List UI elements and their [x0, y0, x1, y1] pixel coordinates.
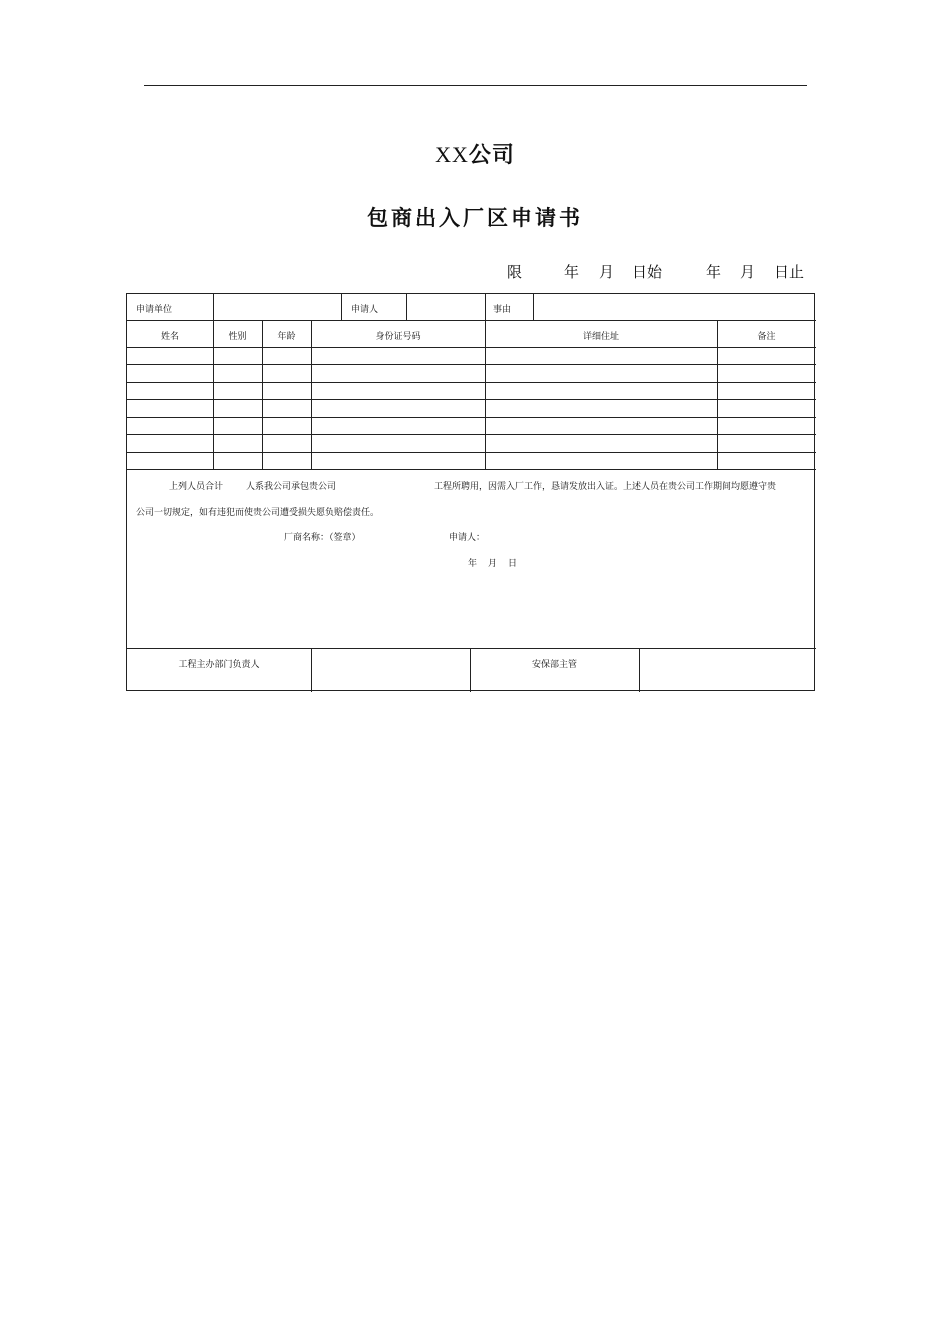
- personnel-cell[interactable]: [213, 454, 262, 468]
- application-form: [126, 293, 815, 691]
- personnel-cell[interactable]: [485, 401, 717, 416]
- personnel-cell[interactable]: [311, 349, 485, 363]
- personnel-cell[interactable]: [717, 384, 816, 398]
- personnel-cell[interactable]: [127, 419, 213, 433]
- header-rule: [144, 85, 807, 86]
- statement-date-year: 年: [468, 559, 478, 569]
- grid-line: [341, 294, 342, 320]
- personnel-cell[interactable]: [311, 366, 485, 381]
- grid-line: [127, 469, 816, 470]
- personnel-cell[interactable]: [262, 436, 311, 451]
- period-year-start: 年: [564, 263, 580, 281]
- dept-head-label: 工程主办部门负责人: [178, 660, 260, 670]
- grid-line: [533, 294, 534, 320]
- personnel-cell[interactable]: [262, 349, 311, 363]
- period-day-start: 日始: [632, 263, 663, 281]
- personnel-cell[interactable]: [717, 419, 816, 433]
- period-month-start: 月: [599, 263, 615, 281]
- grid-line: [127, 648, 816, 649]
- grid-line: [406, 294, 407, 320]
- personnel-cell[interactable]: [717, 349, 816, 363]
- personnel-cell[interactable]: [717, 436, 816, 451]
- personnel-cell[interactable]: [127, 384, 213, 398]
- personnel-cell[interactable]: [262, 454, 311, 468]
- statement-applicant-label: 申请人：: [449, 533, 486, 543]
- personnel-cell[interactable]: [485, 454, 717, 468]
- personnel-cell[interactable]: [311, 454, 485, 468]
- company-name: [0, 138, 950, 169]
- personnel-cell[interactable]: [311, 384, 485, 398]
- grid-line: [127, 364, 816, 365]
- applicant-unit-label: 申请单位: [136, 305, 173, 315]
- personnel-cell[interactable]: [485, 366, 717, 381]
- security-head-label: 安保部主管: [531, 660, 577, 670]
- personnel-cell[interactable]: [213, 436, 262, 451]
- personnel-cell[interactable]: [311, 436, 485, 451]
- personnel-cell[interactable]: [311, 401, 485, 416]
- personnel-cell[interactable]: [262, 401, 311, 416]
- personnel-cell[interactable]: [485, 419, 717, 433]
- statement-date-month: 月: [488, 559, 498, 569]
- statement-date-day: 日: [508, 559, 518, 569]
- period-year-end: 年: [706, 263, 722, 281]
- personnel-cell[interactable]: [127, 436, 213, 451]
- personnel-cell[interactable]: [213, 419, 262, 433]
- personnel-cell[interactable]: [485, 384, 717, 398]
- personnel-cell[interactable]: [717, 401, 816, 416]
- personnel-cell[interactable]: [262, 419, 311, 433]
- period-month-end: 月: [740, 263, 756, 281]
- personnel-cell[interactable]: [485, 349, 717, 363]
- personnel-cell[interactable]: [213, 349, 262, 363]
- col-header-id-number: 身份证号码: [375, 332, 421, 342]
- personnel-cell[interactable]: [127, 401, 213, 416]
- applicant-label: 申请人: [351, 305, 379, 315]
- grid-line: [213, 294, 214, 320]
- personnel-cell[interactable]: [127, 349, 213, 363]
- statement-contractor-text: 人系我公司承包贵公司: [246, 482, 337, 492]
- reason-label: 事由: [493, 305, 512, 315]
- personnel-cell[interactable]: [717, 454, 816, 468]
- personnel-cell[interactable]: [213, 384, 262, 398]
- grid-line: [127, 452, 816, 453]
- statement-request-text: 工程所聘用，因需入厂工作，恳请发放出入证。上述人员在贵公司工作期间均愿遵守贵: [434, 482, 777, 492]
- grid-line: [127, 320, 816, 321]
- grid-line: [485, 294, 486, 320]
- company-prefix: XX: [435, 142, 469, 167]
- period-limit: 限: [507, 263, 523, 281]
- personnel-cell[interactable]: [485, 436, 717, 451]
- company-suffix: 公司: [468, 143, 515, 168]
- col-header-remarks: 备注: [757, 332, 776, 342]
- personnel-cell[interactable]: [213, 366, 262, 381]
- statement-total-label: 上列人员合计: [169, 482, 224, 492]
- document-title: 包商出入厂区申请书: [367, 206, 583, 230]
- grid-line: [127, 434, 816, 435]
- personnel-cell[interactable]: [213, 401, 262, 416]
- personnel-cell[interactable]: [311, 419, 485, 433]
- validity-period: [507, 261, 807, 281]
- col-header-age: 年龄: [277, 332, 296, 342]
- col-header-address: 详细住址: [582, 332, 619, 342]
- col-header-name: 姓名: [160, 332, 179, 342]
- vendor-signature-label: 厂商名称：（签章）: [284, 533, 361, 543]
- period-day-end: 日止: [774, 263, 805, 281]
- personnel-cell[interactable]: [262, 366, 311, 381]
- col-header-gender: 性别: [228, 332, 247, 342]
- grid-line: [127, 399, 816, 400]
- personnel-cell[interactable]: [262, 384, 311, 398]
- grid-line: [311, 648, 312, 692]
- statement-compliance-text: 公司一切规定，如有违犯而使贵公司遭受损失愿负赔偿责任。: [136, 508, 380, 518]
- personnel-cell[interactable]: [127, 366, 213, 381]
- grid-line: [127, 347, 816, 348]
- grid-line: [127, 382, 816, 383]
- personnel-cell[interactable]: [127, 454, 213, 468]
- grid-line: [127, 417, 816, 418]
- grid-line: [639, 648, 640, 692]
- personnel-cell[interactable]: [717, 366, 816, 381]
